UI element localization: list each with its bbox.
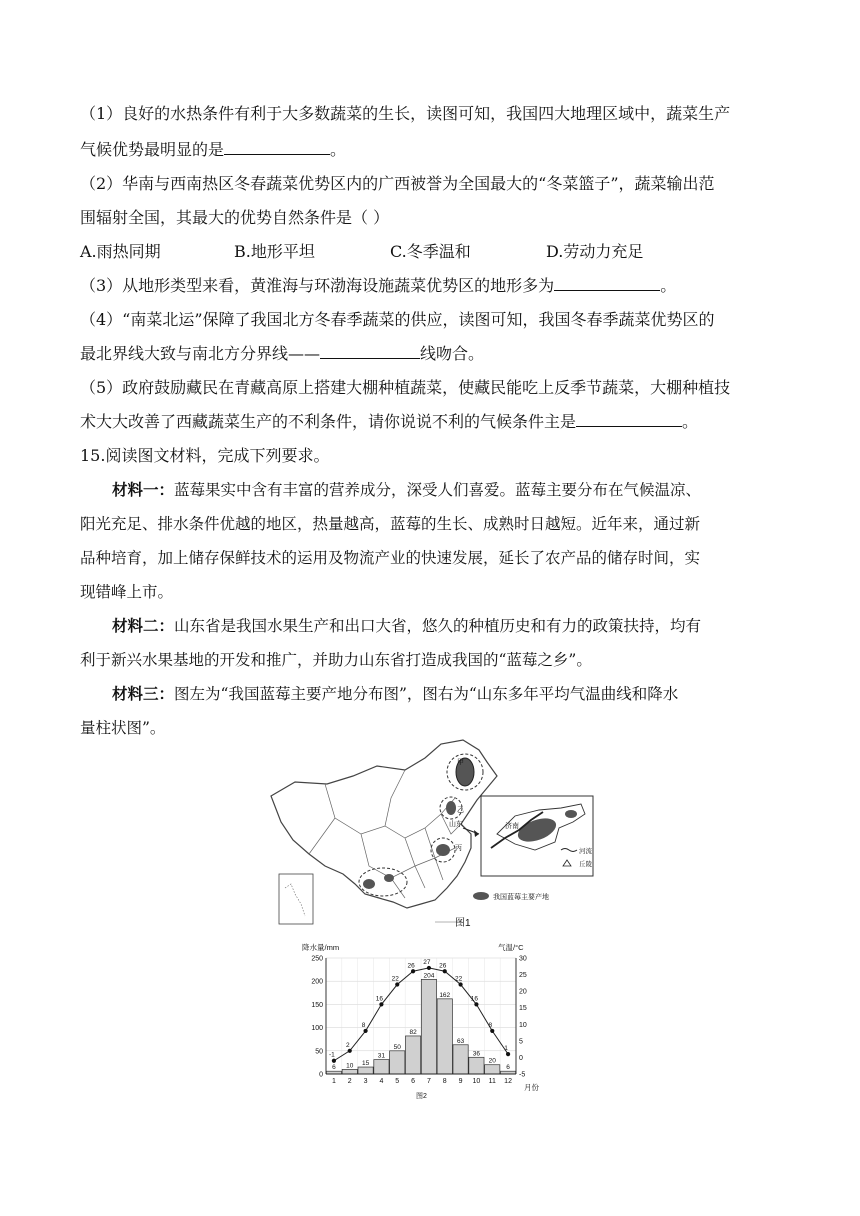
x-tick-label: 5 — [395, 1078, 400, 1085]
china-map — [265, 738, 610, 930]
inset-label-jinan: 济南 — [505, 823, 519, 830]
option-a[interactable]: A.雨热同期 — [80, 242, 161, 261]
left-tick-label: 0 — [319, 1071, 323, 1079]
legend-hills: 丘陵 — [579, 861, 592, 868]
temperature-point — [379, 1002, 383, 1006]
temperature-point — [395, 982, 399, 986]
material-3-line-1: 材料三：图左为“我国蓝莓主要产地分布图”，图右为“山东多年平均气温曲线和降水 — [112, 684, 679, 703]
right-tick-label: -5 — [519, 1071, 526, 1079]
right-tick-label: 20 — [519, 988, 527, 996]
temperature-label: 8 — [488, 1021, 493, 1029]
temperature-label: 26 — [407, 962, 415, 970]
temperature-label: 27 — [423, 958, 431, 966]
temperature-point — [474, 1002, 478, 1006]
map-label-yi: 乙 — [457, 807, 464, 814]
temperature-label: 2 — [345, 1041, 350, 1049]
precipitation-bar — [437, 999, 452, 1074]
right-tick-label: 5 — [519, 1038, 523, 1046]
climate-chart — [298, 938, 550, 1100]
left-tick-label: 50 — [315, 1048, 323, 1056]
right-tick-label: 25 — [519, 972, 527, 980]
q2-line-1: （2）华南与西南热区冬春蔬菜优势区内的广西被誉为全国最大的“冬菜篮子”，蔬菜输出范 — [80, 174, 715, 193]
q1-line-1: （1）良好的水热条件有利于大多数蔬菜的生长，读图可知，我国四大地理区域中，蔬菜生产 — [80, 104, 731, 123]
precipitation-bar — [421, 979, 436, 1074]
answer-blank[interactable] — [320, 342, 420, 359]
right-tick-label: 0 — [519, 1054, 523, 1062]
blueberry-map-figure — [265, 738, 610, 930]
temperature-label: 22 — [391, 975, 399, 983]
answer-blank[interactable] — [576, 410, 682, 427]
precipitation-label: 204 — [423, 972, 435, 980]
precipitation-bar — [485, 1065, 500, 1074]
precipitation-label: 63 — [456, 1037, 465, 1045]
precipitation-bar — [390, 1051, 405, 1074]
temperature-point — [411, 969, 415, 973]
temperature-label: 1 — [504, 1045, 508, 1053]
x-tick-label: 8 — [442, 1078, 447, 1085]
chart-caption: 图2 — [416, 1093, 427, 1100]
precipitation-label: 6 — [506, 1064, 510, 1072]
south-sea-inset — [279, 874, 313, 924]
precipitation-label: 50 — [393, 1043, 401, 1051]
temperature-label: 16 — [375, 995, 384, 1003]
precipitation-label: 82 — [409, 1028, 417, 1036]
temperature-point — [348, 1049, 352, 1053]
legend-production-label: 我国蓝莓主要产地 — [493, 894, 549, 901]
option-c[interactable]: C.冬季温和 — [390, 242, 471, 261]
temperature-label: 26 — [439, 962, 447, 970]
precipitation-label: 15 — [361, 1060, 370, 1068]
x-tick-label: 2 — [347, 1078, 352, 1085]
q5-line-1: （5）政府鼓励藏民在青藏高原上搭建大棚种植蔬菜，使藏民能吃上反季节蔬菜，大棚种植技 — [80, 378, 731, 397]
legend-river: 河流 — [579, 848, 592, 855]
q1-line-2: 气候优势最明显的是 。 — [80, 140, 347, 159]
precipitation-bar — [374, 1060, 389, 1074]
option-d[interactable]: D.劳动力充足 — [546, 242, 644, 261]
material-2-line-2: 利于新兴水果基地的开发和推广，并助力山东省打造成我国的“蓝莓之乡”。 — [80, 651, 592, 669]
map-label-shandong: 山东 — [449, 821, 463, 828]
material-2-line-1: 材料二：山东省是我国水果生产和出口大省，悠久的种植历史和有力的政策扶持，均有 — [112, 616, 702, 635]
temperature-point — [363, 1029, 367, 1033]
precipitation-bar — [405, 1036, 420, 1074]
temperature-point — [458, 982, 462, 986]
left-tick-label: 250 — [311, 955, 323, 963]
answer-blank[interactable] — [224, 138, 330, 155]
chart-xlabel: 月份 — [524, 1083, 539, 1092]
temperature-point — [443, 969, 447, 973]
option-b[interactable]: B.地形平坦 — [234, 242, 315, 261]
material-1-line-4: 现错峰上市。 — [80, 583, 174, 601]
precipitation-bar — [453, 1045, 468, 1074]
x-tick-label: 9 — [458, 1078, 463, 1085]
material-1-line-1: 材料一：蓝莓果实中含有丰富的营养成分，深受人们喜爱。蓝莓主要分布在气候温凉、 — [112, 480, 702, 499]
x-tick-label: 1 — [331, 1078, 336, 1085]
material-1-line-3: 品种培育，加上储存保鲜技术的运用及物流产业的快速发展，延长了农产品的储存时间，实 — [80, 549, 701, 567]
q3-line: （3）从地形类型来看，黄淮海与环渤海设施蔬菜优势区的地形多为 。 — [80, 276, 677, 295]
q4-line-2: 最北界线大致与南北方分界线—— 线吻合。 — [80, 344, 485, 363]
precipitation-bar — [469, 1057, 484, 1074]
q15-heading: 15.阅读图文材料，完成下列要求。 — [80, 446, 330, 465]
precipitation-label: 20 — [488, 1057, 496, 1065]
map-label-jia: 甲 — [457, 759, 464, 766]
answer-blank[interactable] — [554, 274, 660, 291]
precipitation-label: 10 — [346, 1062, 354, 1070]
legend-production-icon — [473, 892, 489, 900]
x-tick-label: 12 — [504, 1078, 512, 1085]
material-1-line-2: 阳光充足、排水条件优越的地区，热量越高，蓝莓的生长、成熟时日越短。近年来，通过新 — [80, 515, 701, 533]
map-label-bing: 丙 — [455, 845, 462, 852]
climate-chart-figure — [298, 938, 550, 1100]
right-tick-label: 15 — [519, 1005, 527, 1013]
x-tick-label: 11 — [488, 1078, 496, 1085]
precipitation-label: 6 — [332, 1064, 336, 1072]
x-tick-label: 3 — [363, 1078, 368, 1085]
precipitation-bar — [342, 1069, 357, 1074]
temperature-label: -1 — [329, 1051, 335, 1059]
x-tick-label: 10 — [472, 1078, 481, 1085]
temperature-point — [506, 1052, 510, 1056]
right-tick-label: 30 — [519, 955, 527, 963]
temperature-point — [332, 1059, 336, 1063]
q5-line-2: 术大大改善了西藏蔬菜生产的不利条件，请你说说不利的气候条件主是 。 — [80, 412, 699, 431]
precipitation-label: 162 — [439, 991, 451, 999]
q4-line-1: （4）“南菜北运”保障了我国北方冬春季蔬菜的供应，读图可知，我国冬春季蔬菜优势区的 — [80, 310, 715, 329]
x-tick-label: 7 — [426, 1078, 431, 1085]
q2-options — [80, 240, 800, 264]
x-tick-label: 6 — [411, 1078, 416, 1085]
temperature-label: 16 — [470, 995, 479, 1003]
q2-line-2: 围辐射全国，其最大的优势自然条件是（ ） — [80, 208, 390, 227]
temperature-label: 8 — [361, 1021, 366, 1029]
temperature-label: 22 — [454, 975, 463, 983]
chart-ylabel-right: 气温/°C — [498, 943, 524, 952]
temperature-point — [427, 966, 431, 970]
precipitation-bar — [358, 1067, 373, 1074]
precipitation-label: 31 — [377, 1052, 386, 1060]
right-tick-label: 10 — [519, 1021, 527, 1029]
figure-1-caption: 图1 — [455, 918, 471, 929]
left-tick-label: 100 — [311, 1025, 323, 1033]
x-tick-label: 4 — [379, 1078, 384, 1085]
temperature-point — [490, 1029, 494, 1033]
material-3-line-2: 量柱状图”。 — [80, 719, 166, 737]
chart-ylabel-left: 降水量/mm — [302, 943, 340, 952]
left-tick-label: 200 — [311, 978, 323, 986]
left-tick-label: 150 — [311, 1001, 323, 1009]
precipitation-label: 36 — [472, 1050, 481, 1058]
